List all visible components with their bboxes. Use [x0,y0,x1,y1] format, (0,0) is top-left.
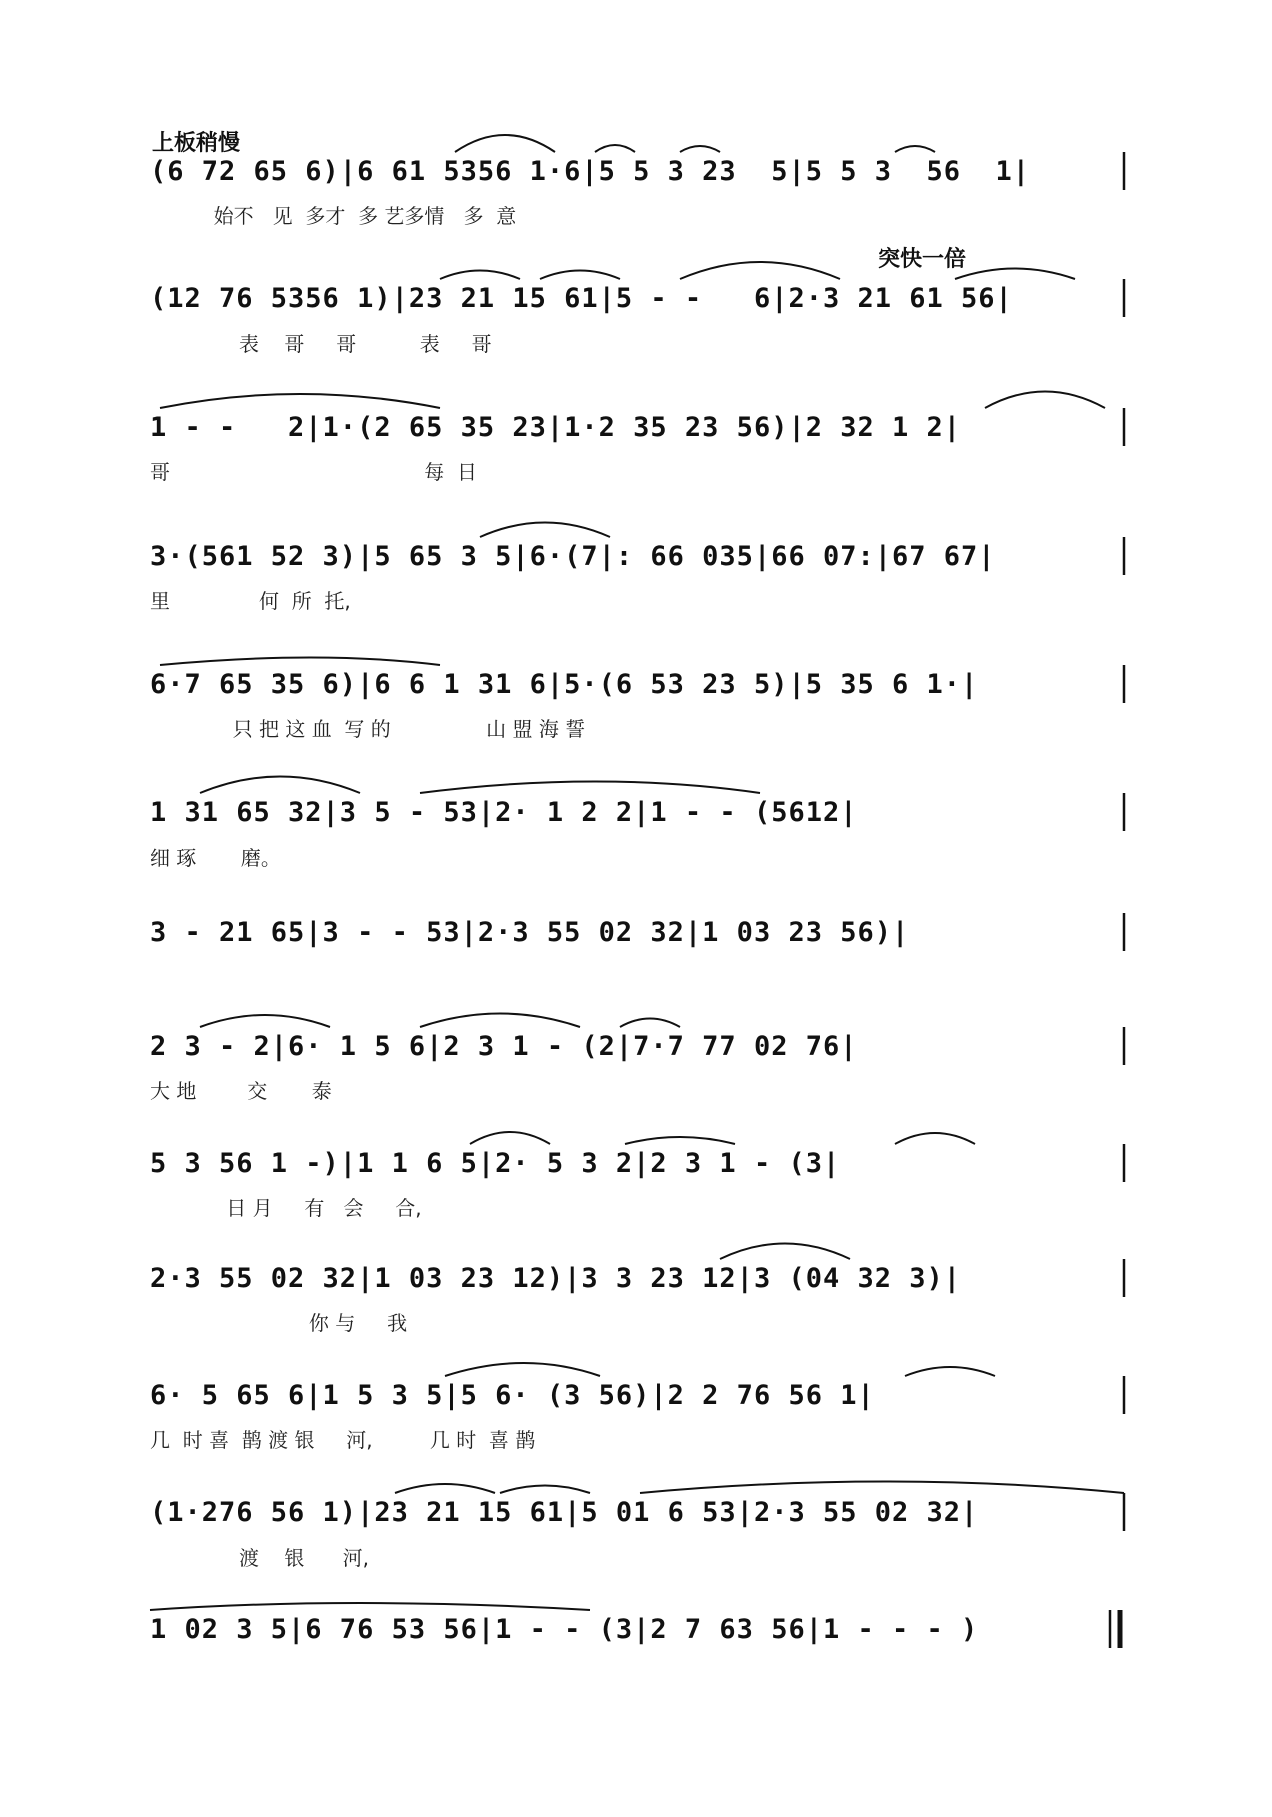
lyrics-line-3: 哥 每 日 [150,460,478,484]
lyrics-line-6: 细 琢 磨。 [150,846,281,870]
notation-line-9: 5 3 56 1 -)|1 1 6 5|2· 5 3 2|2 3 1 - (3| [150,1148,841,1179]
notation-line-5: 6·7 65 35 6)|6 6 1 31 6|5·(6 53 23 5)|5 35 6 1·| [150,669,979,700]
notation-line-10: 2·3 55 02 32|1 03 23 12)|3 3 23 12|3 (04 32 3)| [150,1263,962,1294]
lyrics-line-11: 几 时 喜 鹊 渡 银 河, 几 时 喜 鹊 [150,1428,536,1452]
notation-line-4: 3·(561 52 3)|5 65 3 5|6·(7|: 66 035|66 07:|67 67| [150,541,996,572]
notation-line-2: (12 76 5356 1)|23 21 15 61|5 - - 6|2·3 21 61 56| [150,283,1013,314]
lyrics-line-4: 里 何 所 托, [150,589,351,613]
lyrics-line-8: 大 地 交 泰 [150,1079,332,1103]
notation-line-13: 1 02 3 5|6 76 53 56|1 - - (3|2 7 63 56|1 - - - ) [150,1614,979,1645]
lyrics-line-10: 你 与 我 [150,1311,408,1335]
notation-line-7: 3 - 21 65|3 - - 53|2·3 55 02 32|1 03 23 56)| [150,917,910,948]
notation-line-6: 1 31 65 32|3 5 - 53|2· 1 2 2|1 - - (5612| [150,797,858,828]
lyrics-line-2: 表 哥 哥 表 哥 [150,332,492,356]
tempo-mark-fast: 突快一倍 [878,247,967,272]
notation-line-1: (6 72 65 6)|6 61 5356 1·6|5 5 3 23 5|5 5 3 56 1| [150,156,1031,187]
notation-line-12: (1·276 56 1)|23 21 15 61|5 01 6 53|2·3 55 02 32| [150,1497,979,1528]
notation-line-3: 1 - - 2|1·(2 65 35 23|1·2 35 23 56)|2 32 1 2| [150,412,962,443]
lyrics-line-12: 渡 银 河, [150,1546,369,1570]
tempo-mark-slow: 上板稍慢 [152,131,241,156]
lyrics-line-9: 日 月 有 会 合, [150,1196,422,1220]
lyrics-line-1: 始不 见 多才 多 艺多情 多 意 [150,204,517,228]
notation-line-8: 2 3 - 2|6· 1 5 6|2 3 1 - (2|7·7 77 02 76| [150,1031,858,1062]
lyrics-line-5: 只 把 这 血 写 的 山 盟 海 誓 [150,717,586,741]
notation-line-11: 6· 5 65 6|1 5 3 5|5 6· (3 56)|2 2 76 56 1| [150,1380,875,1411]
